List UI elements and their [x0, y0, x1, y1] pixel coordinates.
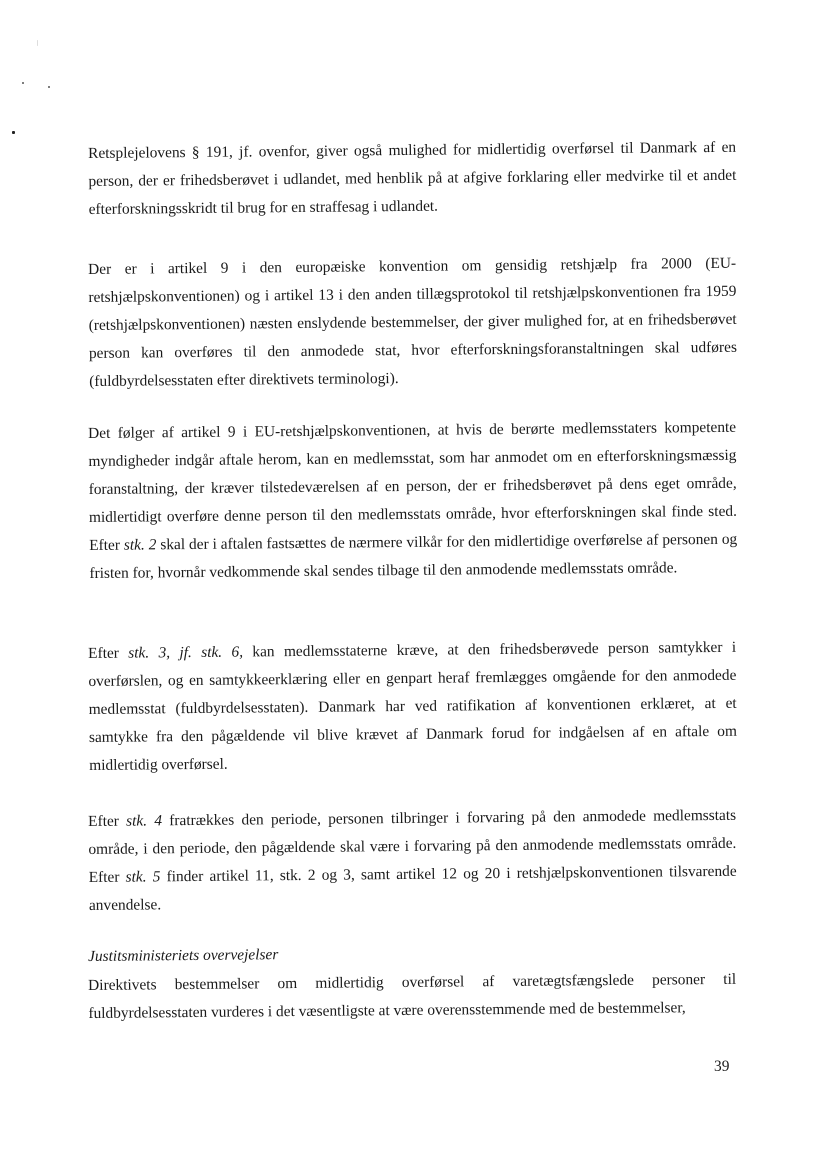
italic-reference: stk. 5	[125, 868, 161, 886]
text-run: Det følger af artikel 9 i EU-retshjælpskonventionen, at hvis de berørte medlemsstaters kompetente myndigheder indgår aftale herom, kan en medlemsstat, som har anmodet om en efterforskningsmæssig foranstaltning, der kræver tilstedeværelsen af en person, der er frihedsberøvet på dens eget område, midlertidigt overføre denne person til den medlemsstats område, hvor efterforskningen skal finde sted. Efter	[88, 418, 737, 554]
page-number: 39	[714, 1058, 730, 1075]
paragraph-1	[88, 134, 737, 224]
text-run: Direktivets bestemmelser om midlertidig overførsel af varetægtsfængslede personer til fuldbyrdelsesstaten vurderes i det væsentligste at være overensstemmende med de bestemmelser,	[88, 970, 737, 1022]
paragraph-4	[88, 634, 737, 780]
paragraph-3	[88, 414, 738, 588]
text-run: fratrækkes den periode, personen tilbringer i forvaring på den anmodede medlemsstats område, i den periode, den pågældende skal være i forvaring på den anmodende medlemsstats område. Efter	[88, 806, 737, 886]
text-run: Efter	[88, 812, 127, 830]
text-run: skal der i aftalen fastsættes de nærmere vilkår for den midlertidige overførelse af personen og fristen for, hvornår vedkommende skal sendes tilbage til den anmodende medlemsstats område.	[89, 530, 738, 582]
text-run: kan medlemsstaterne kræve, at den frihedsberøvede person samtykker i overførslen, og en samtykkeerklæring eller en genpart heraf fremlægges omgående for den anmodede medlemsstat (fuldbyrdelsesstaten). Danmark har ved ratifikation af konventionen erklæret, at et samtykke fra den pågældende vil blive krævet af Danmark forud for indgåelsen af en aftale om midlertidig overførsel.	[88, 638, 737, 774]
text-run: Der er i artikel 9 i den europæiske konvention om gensidig retshjælp fra 2000 (EU-retshjælpskonventionen) og i artikel 13 i den anden tillægsprotokol til retshjælpskonventionen fra 1959 (retshjælpskonventionen) næsten enslydende bestemmelser, der giver mulighed for, at en frihedsberøvet person kan overføres til den anmodede stat, hvor efterforskningsforanstaltningen skal udføres (fuldbyrdelsesstaten efter direktivets terminologi).	[88, 254, 737, 390]
italic-reference: stk. 2	[123, 536, 157, 554]
paragraph-5	[88, 802, 737, 920]
paragraph-2	[88, 250, 737, 396]
scan-speck	[12, 131, 15, 134]
paragraph-6	[88, 966, 737, 1028]
italic-reference: stk. 3, jf. stk. 6,	[128, 643, 244, 662]
text-run: finder artikel 11, stk. 2 og 3, samt artikel 12 og 20 i retshjælpskonventionen tilsvarende anvendelse.	[88, 862, 737, 914]
italic-reference: stk. 4	[126, 812, 163, 830]
scan-speck	[48, 86, 50, 88]
text-run: Efter	[88, 644, 129, 662]
scan-speck	[22, 82, 24, 84]
section-heading: Justitsministeriets overvejelser	[88, 946, 279, 965]
scan-speck	[37, 40, 38, 46]
text-run: Retsplejelovens § 191, jf. ovenfor, giver også mulighed for midlertidig overførsel til Danmark af en person, der er frihedsberøvet i udlandet, med henblik på at afgive forklaring eller medvirke til et andet efterforskningsskridt til brug for en straffesag i udlandet.	[88, 138, 737, 218]
